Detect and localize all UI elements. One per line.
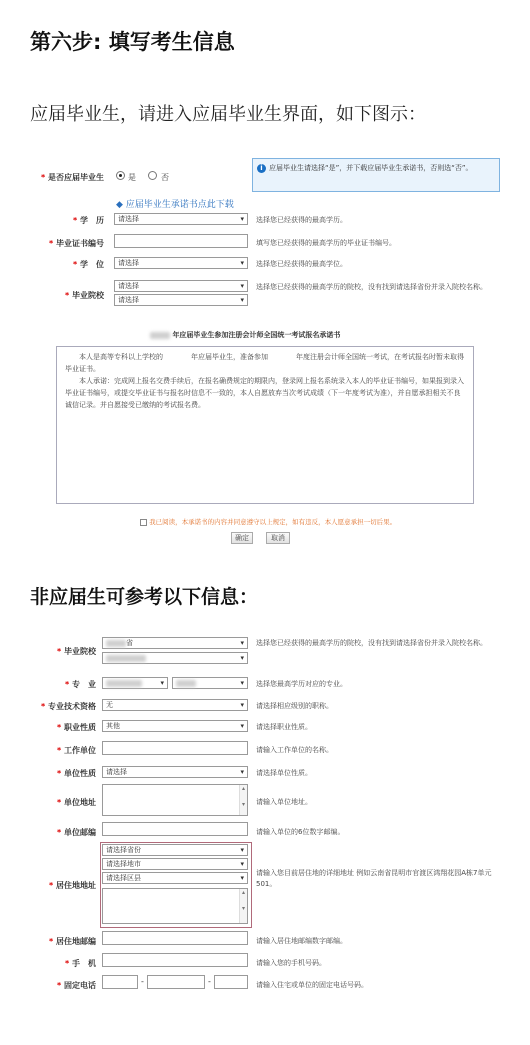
promise-paragraph-2: 本人承诺：完成网上报名交费手续后，在报名确费规定的期限内，登录网上报名系统录入本人的毕业证书编号，如果报到录入毕业证书编号，或提交毕业证书与报名时信息不一致的，本人自愿放弃当次考试成绩（下一年度考试为准），并自愿承担相关不良诚信记录。并自愿接受已缴纳的考试报名费。 xyxy=(65,377,464,409)
agree-text: 我已阅读，本承诺书的内容并同意遵守以上规定，如有违反，本人愿意承担一切后果。 xyxy=(149,518,397,526)
label-mobile: * 手 机 xyxy=(65,959,96,968)
label-education: * 学 历 xyxy=(73,216,104,225)
landline-ext-input[interactable] xyxy=(214,975,248,989)
agree-checkbox[interactable] xyxy=(140,519,147,526)
info-box xyxy=(252,158,500,192)
label-home-address: * 居住地地址 xyxy=(49,881,96,890)
tech-qualification-select[interactable]: 无 ▾ xyxy=(102,699,248,711)
mobile-input[interactable] xyxy=(102,953,248,967)
employer-hint: 请输入工作单位的名称。 xyxy=(256,746,333,754)
label-certificate-no: * 毕业证书编号 xyxy=(49,239,104,248)
employer-type-select[interactable]: 请选择 ▾ xyxy=(102,766,248,778)
education-select[interactable]: 请选择 ▾ xyxy=(114,213,248,225)
school-select[interactable]: 请选择 ▾ xyxy=(114,294,248,306)
scrollbar[interactable]: ▴ ▾ xyxy=(239,889,247,923)
label-degree: * 学 位 xyxy=(73,260,104,269)
home-address-textarea[interactable] xyxy=(102,888,248,924)
nonfresh-heading: 非应届生可参考以下信息： xyxy=(30,586,259,608)
label-tech-qualification: * 专业技术资格 xyxy=(41,702,96,711)
employer-address-hint: 请输入单位地址。 xyxy=(256,798,312,806)
home-province-select[interactable]: 请选择省份 ▾ xyxy=(102,844,248,856)
landline-hint: 请输入住宅或单位的固定电话号码。 xyxy=(256,981,368,989)
info-text: 应届毕业生请选择“是”，并下载应届毕业生承诺书，否则选“否”。 xyxy=(269,164,473,172)
label-school: * 毕业院校 xyxy=(65,291,104,300)
mobile-hint: 请输入您的手机号码。 xyxy=(256,959,326,967)
major-hint: 选择您最高学历对应的专业。 xyxy=(256,680,347,688)
occupation-select[interactable]: 其他 ▾ xyxy=(102,720,248,732)
employer-zip-hint: 请输入单位的6位数字邮编。 xyxy=(256,828,345,836)
promise-title: 年应届毕业生参加注册会计师全国统一考试报名承诺书 xyxy=(150,330,420,340)
employer-input[interactable] xyxy=(102,741,248,755)
degree-select[interactable]: 请选择 ▾ xyxy=(114,257,248,269)
cancel-button[interactable]: 取消 xyxy=(266,532,290,544)
label-employer-type: * 单位性质 xyxy=(57,769,96,778)
radio-no[interactable] xyxy=(148,171,157,180)
label-major: * 专 业 xyxy=(65,680,96,689)
home-district-select[interactable]: 请选择区县 ▾ xyxy=(102,872,248,884)
redacted-value xyxy=(176,680,196,687)
certificate-no-input[interactable] xyxy=(114,234,248,248)
certificate-no-hint: 填写您已经获得的最高学历的毕业证书编号。 xyxy=(256,239,396,247)
label-employer-address: * 单位地址 xyxy=(57,798,96,807)
confirm-button[interactable]: 确定 xyxy=(231,532,253,544)
employer-zip-input[interactable] xyxy=(102,822,248,836)
home-city-select[interactable]: 请选择地市 ▾ xyxy=(102,858,248,870)
label-school-2: * 毕业院校 xyxy=(57,647,96,656)
redacted-value xyxy=(106,640,126,647)
label-employer-zip: * 单位邮编 xyxy=(57,828,96,837)
label-home-zip: * 居住地邮编 xyxy=(49,937,96,946)
intro-text: 应届毕业生，请进入应届毕业生界面，如下图示： xyxy=(30,104,426,125)
major-select[interactable] xyxy=(172,677,248,689)
radio-yes-label: 是 xyxy=(128,173,136,182)
school-select-2[interactable] xyxy=(102,652,248,664)
school-province-select[interactable]: 请选择 ▾ xyxy=(114,280,248,292)
home-address-hint: 请输入您目前居住地的详细地址 例如云南省昆明市官渡区鸿翔花园A栋7单元501。 xyxy=(256,869,492,888)
radio-no-label: 否 xyxy=(161,173,169,182)
school-province-select-2[interactable]: 省 ▾ xyxy=(102,637,248,649)
dash-separator: - xyxy=(141,977,144,986)
label-employer: * 工作单位 xyxy=(57,746,96,755)
redacted-value xyxy=(106,655,146,662)
school-hint-2: 选择您已经获得的最高学历的院校，没有找到请选择省份并录入院校名称。 xyxy=(256,639,487,647)
home-zip-input[interactable] xyxy=(102,931,248,945)
employer-address-textarea[interactable] xyxy=(102,784,248,816)
fresh-grad-label: * 是否应届毕业生 xyxy=(41,173,104,182)
home-zip-hint: 请输入居住地邮编数字邮编。 xyxy=(256,937,347,945)
occupation-hint: 请选择职业性质。 xyxy=(256,723,312,731)
dash-separator: - xyxy=(208,977,211,986)
download-link[interactable]: ◆ 应届毕业生承诺书点此下载 xyxy=(116,200,234,210)
degree-hint: 选择您已经获得的最高学位。 xyxy=(256,260,347,268)
major-category-select[interactable] xyxy=(102,677,168,689)
school-hint: 选择您已经获得的最高学历的院校，没有找到请选择省份并录入院校名称。 xyxy=(256,283,487,291)
landline-number-input[interactable] xyxy=(147,975,205,989)
label-landline: * 固定电话 xyxy=(57,981,96,990)
promise-paragraph-1: 本人是高等专科以上学校的 年应届毕业生，准备参加 年度注册会计师全国统一考试，在考试报名时暂未取得毕业证书。 xyxy=(65,353,464,373)
landline-area-input[interactable] xyxy=(102,975,138,989)
radio-yes[interactable] xyxy=(116,171,125,180)
agree-row[interactable] xyxy=(140,517,396,526)
education-hint: 选择您已经获得的最高学历。 xyxy=(256,216,347,224)
redacted-value xyxy=(106,680,142,687)
step-heading: 第六步: 填写考生信息 xyxy=(30,30,235,54)
promise-textbox[interactable] xyxy=(56,346,474,504)
info-icon: i xyxy=(257,164,266,173)
tech-qualification-hint: 请选择相应级别的职称。 xyxy=(256,702,333,710)
redacted-year xyxy=(150,332,170,339)
label-occupation: * 职业性质 xyxy=(57,723,96,732)
scrollbar[interactable]: ▴ ▾ xyxy=(239,785,247,815)
employer-type-hint: 请选择单位性质。 xyxy=(256,769,312,777)
